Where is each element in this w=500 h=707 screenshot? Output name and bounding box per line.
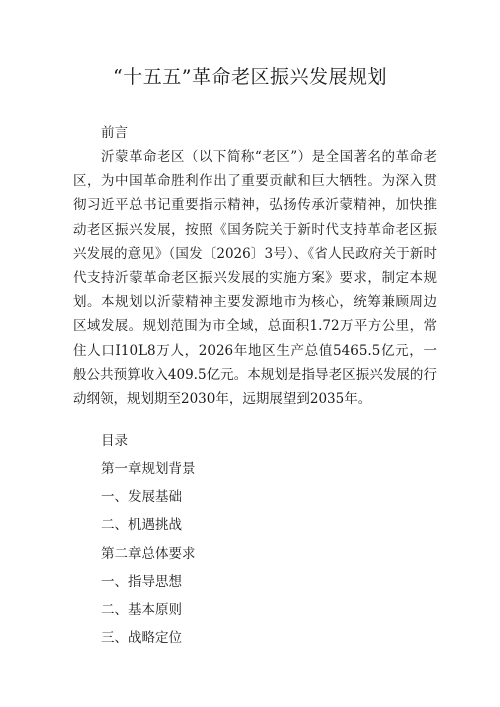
preface-paragraph: 沂蒙革命老区（以下简称“老区”）是全国著名的革命老区，为中国革命胜利作出了重要贡献和巨大牺牲。为深入贯彻习近平总书记重要指示精神，弘扬传承沂蒙精神，加快推动老区振兴发展，按照《国务院关于新时代支持革命老区振兴发展的意见》（国发〔2026〕3号）、《省人民政府关于新时代支持沂蒙革命老区振兴发展的实施方案》要求，制定本规划。本规划以沂蒙精神主要发源地市为核心，统筹兼顾周边区域发展。规划范围为市全域，总面积1.72万平方公里，常住人口I10L8万人，2026年地区生产总值5465.5亿元，一般公共预算收入409.5亿元。本规划是指导老区振兴发展的行动纲领，规划期至2030年，远期展望到2035年。 xyxy=(73,149,437,408)
toc-item-development-basis: 一、发展基础 xyxy=(101,489,182,506)
toc-item-chapter-1: 第一章规划背景 xyxy=(101,461,196,477)
toc-item-guiding-ideology: 一、指导思想 xyxy=(101,573,182,590)
toc-item-opportunities-challenges: 二、机遇挑战 xyxy=(101,517,182,534)
toc-item-strategic-positioning: 三、战略定位 xyxy=(101,630,182,647)
toc-item-chapter-2: 第二章总体要求 xyxy=(101,545,196,562)
toc-heading: 目录 xyxy=(101,433,128,449)
table-of-contents xyxy=(101,455,196,652)
toc-item-basic-principles: 二、基本原则 xyxy=(101,601,182,618)
preface-heading: 前言 xyxy=(101,125,128,141)
document-title: “十五五”革命老区振兴发展规划 xyxy=(113,66,387,88)
